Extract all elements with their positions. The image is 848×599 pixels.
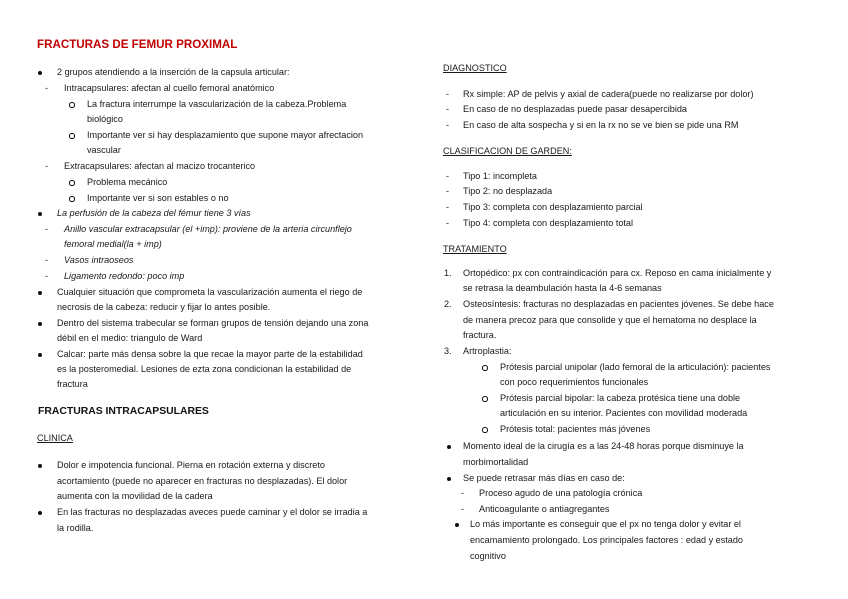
- list-item-continuation: se retrasa la deambulación hasta la 4-6 semanas: [463, 283, 662, 293]
- circle-bullet: [69, 102, 75, 108]
- dash-marker: -: [45, 161, 49, 171]
- subsection-heading: CLINICA: [37, 433, 73, 443]
- list-item-continuation: cognitivo: [470, 551, 506, 561]
- list-item: 2 grupos atendiendo a la inserción de la capsula articular:: [57, 67, 290, 77]
- list-number: 1.: [444, 268, 452, 278]
- list-item: Rx simple: AP de pelvis y axial de cadera(puede no realizarse por dolor): [463, 89, 754, 99]
- dash-marker: -: [45, 271, 49, 281]
- list-item: Prótesis parcial bipolar: la cabeza protésica tiene una doble: [500, 393, 741, 403]
- list-item: Tipo 1: incompleta: [463, 171, 537, 181]
- list-item: Problema mecánico: [87, 177, 168, 187]
- list-item-continuation: de manera precoz para que consolide y que el hematoma no desplace la: [463, 315, 757, 325]
- list-item: La perfusión de la cabeza del fémur tiene 3 vías: [57, 208, 251, 218]
- subsection-heading: TRATAMIENTO: [443, 244, 507, 254]
- list-item: Momento ideal de la cirugía es a las 24-48 horas porque disminuye la: [463, 441, 744, 451]
- list-item-continuation: débil en el medio: triangulo de Ward: [57, 333, 203, 343]
- list-item-continuation: encamamiento prolongado. Los principales factores : edad y estado: [470, 535, 743, 545]
- list-item: Ligamento redondo: poco imp: [64, 271, 185, 281]
- list-item-continuation: fractura: [57, 379, 88, 389]
- list-item: Artroplastia:: [463, 346, 512, 356]
- dash-marker: -: [45, 255, 49, 265]
- dash-marker: -: [446, 171, 450, 181]
- list-item-continuation: articulación en su interior. Pacientes con movilidad moderada: [500, 408, 748, 418]
- list-item: Anticoagulante o antiagregantes: [479, 504, 610, 514]
- list-item: Vasos intraoseos: [64, 255, 134, 265]
- dash-marker: -: [446, 218, 450, 228]
- bullet: [38, 322, 42, 326]
- list-item: Dentro del sistema trabecular se forman grupos de tensión dejando una zona: [57, 318, 369, 328]
- list-item: Calcar: parte más densa sobre la que recae la mayor parte de la estabilidad: [57, 349, 363, 359]
- bullet: [38, 291, 42, 295]
- dash-marker: -: [45, 224, 49, 234]
- list-item: Se puede retrasar más días en caso de:: [463, 473, 625, 483]
- bullet: [38, 71, 42, 75]
- dash-marker: -: [446, 89, 450, 99]
- list-item: En caso de alta sospecha y si en la rx no se ve bien se pide una RM: [463, 120, 739, 130]
- dash-marker: -: [446, 104, 450, 114]
- list-item: Proceso agudo de una patología crónica: [479, 488, 643, 498]
- list-item-continuation: aumenta con la movilidad de la cadera: [57, 491, 213, 501]
- section-heading: FRACTURAS INTRACAPSULARES: [38, 406, 209, 417]
- list-item: Tipo 3: completa con desplazamiento parcial: [463, 202, 643, 212]
- dash-marker: -: [461, 488, 465, 498]
- list-item: Prótesis parcial unipolar (lado femoral de la articulación): pacientes: [500, 362, 771, 372]
- circle-bullet: [482, 365, 488, 371]
- bullet: [38, 511, 42, 515]
- circle-bullet: [69, 180, 75, 186]
- circle-bullet: [69, 196, 75, 202]
- list-item-continuation: femoral medial(la + imp): [64, 239, 162, 249]
- list-item-continuation: la rodilla.: [57, 523, 94, 533]
- list-item-continuation: acortamiento (puede no aparecer en fracturas no desplazadas). El dolor: [57, 476, 348, 486]
- list-item: Ortopédico: px con contraindicación para cx. Reposo en cama inicialmente y: [463, 268, 772, 278]
- list-item: La fractura interrumpe la vascularización de la cabeza.Problema: [87, 99, 347, 109]
- bullet: [455, 523, 459, 527]
- list-item: Intracapsulares: afectan al cuello femoral anatómico: [64, 83, 275, 93]
- circle-bullet: [482, 427, 488, 433]
- list-item-continuation: fractura.: [463, 330, 497, 340]
- list-number: 2.: [444, 299, 452, 309]
- list-item: Lo más importante es conseguir que el px no tenga dolor y evitar el: [470, 519, 741, 529]
- list-item: Tipo 2: no desplazada: [463, 186, 553, 196]
- list-item-continuation: es la posteromedial. Lesiones de ezta zona condicionan la estabilidad de: [57, 364, 352, 374]
- dash-marker: -: [446, 202, 450, 212]
- list-item: En las fracturas no desplazadas aveces puede caminar y el dolor se irradia a: [57, 507, 368, 517]
- dash-marker: -: [45, 83, 49, 93]
- list-item-continuation: vascular: [87, 145, 121, 155]
- subsection-heading: CLASIFICACION DE GARDEN:: [443, 146, 572, 156]
- bullet: [38, 212, 42, 216]
- list-item: Osteosíntesis: fracturas no desplazadas en pacientes jóvenes. Se debe hace: [463, 299, 774, 309]
- list-item: Cualquier situación que comprometa la vascularización aumenta el riego de: [57, 287, 363, 297]
- list-item: Importante ver si hay desplazamiento que supone mayor afrectacion: [87, 130, 363, 140]
- list-item-continuation: necrosis de la cabeza: reducir y fijar lo antes posible.: [57, 302, 271, 312]
- list-item: Importante ver si son estables o no: [87, 193, 229, 203]
- page-title: FRACTURAS DE FEMUR PROXIMAL: [37, 38, 238, 51]
- dash-marker: -: [446, 186, 450, 196]
- list-item: Tipo 4: completa con desplazamiento total: [463, 218, 634, 228]
- circle-bullet: [69, 133, 75, 139]
- list-item: Dolor e impotencia funcional. Pierna en rotación externa y discreto: [57, 460, 325, 470]
- list-number: 3.: [444, 346, 452, 356]
- list-item-continuation: con poco requerimientos funcionales: [500, 377, 649, 387]
- list-item-continuation: morbimortalidad: [463, 457, 529, 467]
- bullet: [447, 477, 451, 481]
- circle-bullet: [482, 396, 488, 402]
- list-item: En caso de no desplazadas puede pasar desapercibida: [463, 104, 687, 114]
- list-item: Extracapsulares: afectan al macizo trocanterico: [64, 161, 256, 171]
- list-item: Anillo vascular extracapsular (el +imp): proviene de la arteria circunflejo: [64, 224, 352, 234]
- dash-marker: -: [446, 120, 450, 130]
- bullet: [38, 464, 42, 468]
- dash-marker: -: [461, 504, 465, 514]
- list-item: Prótesis total: pacientes más jóvenes: [500, 424, 651, 434]
- list-item-continuation: biológico: [87, 114, 123, 124]
- subsection-heading: DIAGNOSTICO: [443, 63, 507, 73]
- bullet: [447, 445, 451, 449]
- bullet: [38, 353, 42, 357]
